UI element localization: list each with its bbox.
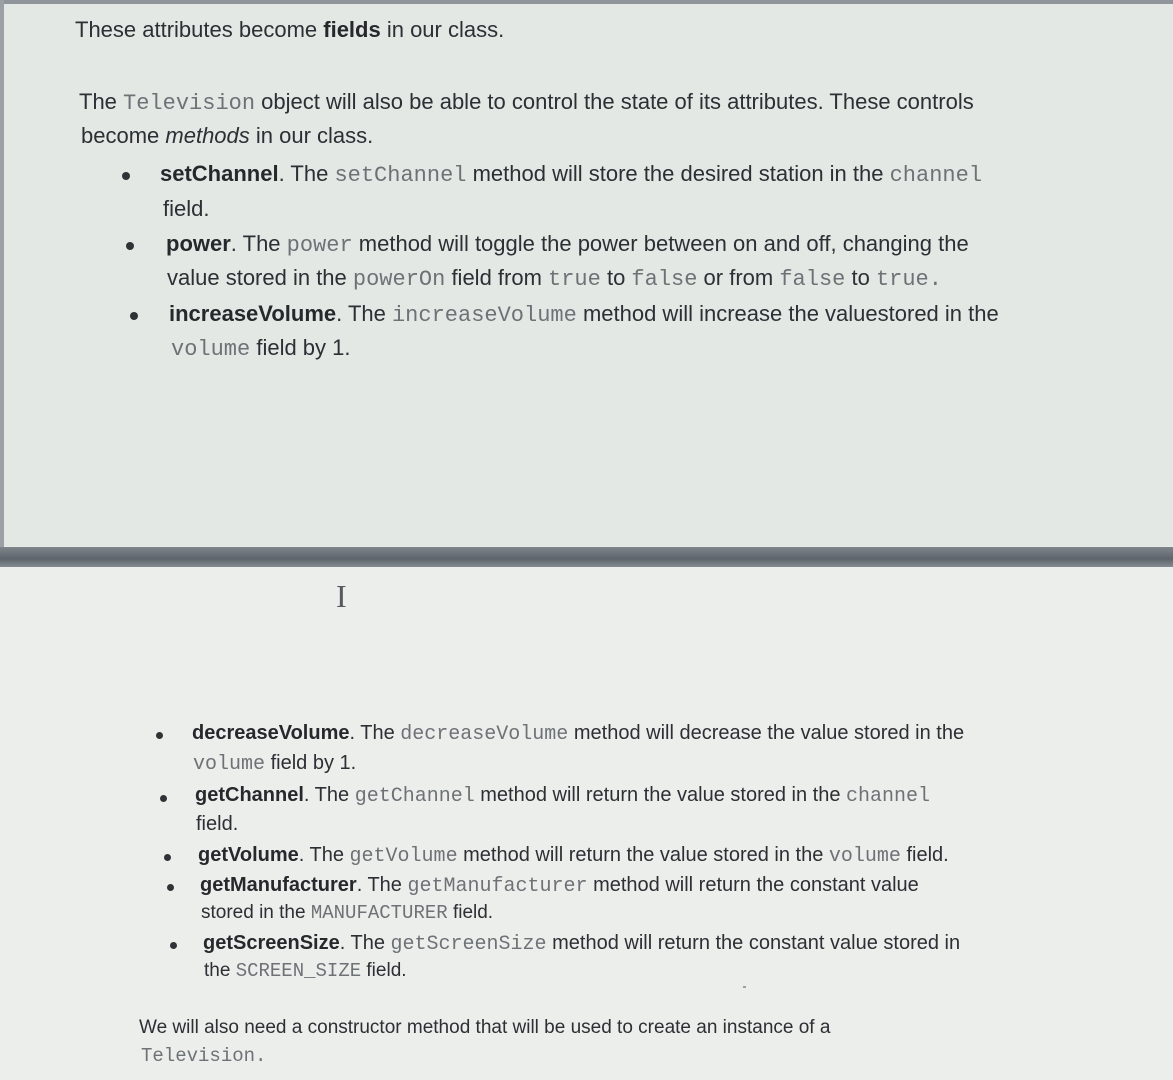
outro-line-2: Television. [141, 1045, 267, 1067]
bullet-icon [164, 854, 171, 861]
list-item-getchannel: getChannel. The getChannel method will return the value stored in the channel [195, 784, 931, 808]
lower-document-panel [0, 567, 1173, 1080]
list-item-setchannel: setChannel. The setChannel method will store the desired station in the channel [160, 161, 983, 188]
list-item-getvolume: getVolume. The getVolume method will return the value stored in the volume field. [198, 844, 949, 868]
paragraph-line-1: The Television object will also be able to control the state of its attributes. These controls [79, 89, 974, 116]
page-divider [0, 547, 1173, 567]
speck [743, 986, 746, 988]
bullet-icon [122, 172, 130, 180]
list-item-decreasevolume: decreaseVolume. The decreaseVolume method will decrease the value stored in the [192, 722, 965, 746]
bullet-icon [160, 795, 167, 802]
paragraph-line-2: become methods in our class. [81, 123, 374, 148]
outro-line-1: We will also need a constructor method that will be used to create an instance of a [139, 1017, 831, 1038]
list-item-increasevolume: increaseVolume. The increaseVolume method will increase the valuestored in the [169, 301, 999, 328]
list-item-power: power. The power method will toggle the power between on and off, changing the [166, 231, 969, 258]
list-item-decreasevolume-cont: volume field by 1. [193, 752, 357, 776]
list-item-getmanufacturer: getManufacturer. The getManufacturer method will return the constant value [200, 874, 919, 898]
bullet-icon [156, 732, 163, 739]
bullet-icon [130, 312, 138, 320]
list-item-power-cont: value stored in the powerOn field from true to false or from false to true. [167, 265, 942, 292]
list-item-getscreensize: getScreenSize. The getScreenSize method will return the constant value stored in [203, 932, 961, 956]
intro-line: These attributes become fields in our class. [75, 17, 505, 42]
list-item-getchannel-cont: field. [196, 813, 239, 835]
list-item-setchannel-cont: field. [163, 196, 210, 221]
top-frame [0, 0, 1173, 4]
bullet-icon [170, 942, 177, 949]
list-item-increasevolume-cont: volume field by 1. [171, 335, 351, 362]
bullet-icon [167, 884, 174, 891]
bullet-icon [126, 242, 134, 250]
list-item-getscreensize-cont: the SCREEN_SIZE field. [204, 960, 407, 982]
text-cursor-icon: I [336, 578, 347, 614]
list-item-getmanufacturer-cont: stored in the MANUFACTURER field. [201, 902, 494, 924]
